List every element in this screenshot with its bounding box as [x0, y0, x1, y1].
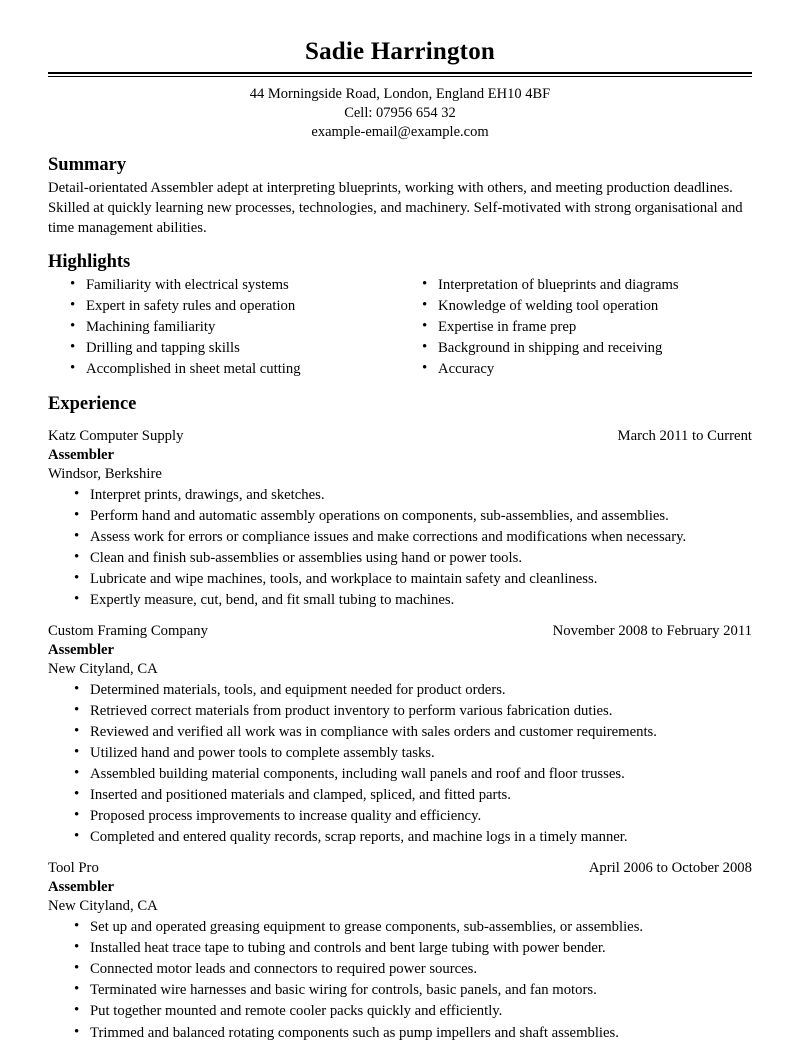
list-item: • Lubricate and wipe machines, tools, and workplace to maintain safety and cleanliness. — [74, 570, 752, 590]
contact-block — [48, 85, 752, 142]
employment-dates: March 2011 to Current — [618, 427, 752, 446]
list-item: • Connected motor leads and connectors to required power sources. — [74, 960, 752, 980]
list-item: • Knowledge of welding tool operation — [422, 297, 752, 317]
list-item: • Retrieved correct materials from product inventory to perform various fabrication duties. — [74, 702, 752, 722]
section-highlights — [48, 251, 752, 381]
list-item: • Drilling and tapping skills — [70, 339, 400, 359]
highlights-column-left — [48, 276, 400, 381]
job-role: Assembler — [48, 641, 752, 660]
list-item: • Set up and operated greasing equipment to grease components, sub-assemblies, or assemblies. — [74, 918, 752, 938]
job-location: Windsor, Berkshire — [48, 465, 752, 484]
section-title-experience: Experience — [48, 393, 752, 415]
list-item: • Inserted and positioned materials and clamped, spliced, and fitted parts. — [74, 786, 752, 806]
experience-entry-1 — [48, 427, 752, 611]
duties-list — [48, 681, 752, 848]
highlights-list-right — [400, 276, 752, 380]
experience-entry-2 — [48, 622, 752, 848]
list-item: • Put together mounted and remote cooler packs quickly and efficiently. — [74, 1002, 752, 1022]
employment-dates: November 2008 to February 2011 — [553, 622, 752, 641]
list-item: • Reviewed and verified all work was in compliance with sales orders and customer requirements. — [74, 723, 752, 743]
highlights-list-left — [48, 276, 400, 380]
header-divider — [48, 72, 752, 77]
job-location: New Cityland, CA — [48, 660, 752, 679]
contact-phone: Cell: 07956 654 32 — [48, 104, 752, 123]
company-name: Tool Pro — [48, 859, 99, 878]
list-item: • Expert in safety rules and operation — [70, 297, 400, 317]
list-item: • Assembled building material components, including wall panels and roof and floor trusses. — [74, 765, 752, 785]
list-item: • Accomplished in sheet metal cutting — [70, 360, 400, 380]
company-name: Custom Framing Company — [48, 622, 208, 641]
list-item: • Utilized hand and power tools to complete assembly tasks. — [74, 744, 752, 764]
list-item: • Trimmed and balanced rotating components such as pump impellers and shaft assemblies. — [74, 1024, 752, 1043]
list-item: • Proposed process improvements to increase quality and efficiency. — [74, 807, 752, 827]
company-name: Katz Computer Supply — [48, 427, 183, 446]
section-summary — [48, 154, 752, 239]
job-location: New Cityland, CA — [48, 897, 752, 916]
job-role: Assembler — [48, 446, 752, 465]
job-role: Assembler — [48, 878, 752, 897]
experience-header — [48, 427, 752, 446]
list-item: • Assess work for errors or compliance issues and make corrections and modifications when necessary. — [74, 528, 752, 548]
list-item: • Machining familiarity — [70, 318, 400, 338]
experience-header — [48, 859, 752, 878]
section-title-summary: Summary — [48, 154, 752, 176]
experience-entry-3 — [48, 859, 752, 1043]
list-item: • Determined materials, tools, and equipment needed for product orders. — [74, 681, 752, 701]
highlights-column-right — [400, 276, 752, 381]
page-title: Sadie Harrington — [48, 38, 752, 66]
contact-email: example-email@example.com — [48, 123, 752, 142]
experience-header — [48, 622, 752, 641]
contact-address: 44 Morningside Road, London, England EH10 4BF — [48, 85, 752, 104]
duties-list — [48, 918, 752, 1043]
list-item: • Completed and entered quality records, scrap reports, and machine logs in a timely manner. — [74, 828, 752, 848]
list-item: • Expertly measure, cut, bend, and fit small tubing to machines. — [74, 591, 752, 611]
list-item: • Accuracy — [422, 360, 752, 380]
list-item: • Perform hand and automatic assembly operations on components, sub-assemblies, and assemblies. — [74, 507, 752, 527]
list-item: • Interpretation of blueprints and diagrams — [422, 276, 752, 296]
list-item: • Installed heat trace tape to tubing and controls and bent large tubing with power bender. — [74, 939, 752, 959]
duties-list — [48, 486, 752, 611]
list-item: • Familiarity with electrical systems — [70, 276, 400, 296]
section-title-highlights: Highlights — [48, 251, 752, 273]
employment-dates: April 2006 to October 2008 — [589, 859, 752, 878]
list-item: • Background in shipping and receiving — [422, 339, 752, 359]
section-experience — [48, 393, 752, 1043]
summary-text: Detail-orientated Assembler adept at interpreting blueprints, working with others, and meeting production deadlines. Skilled at quickly learning new processes, technologies, and machinery. Self-motivated with strong organisational and time management abilities. — [48, 179, 752, 239]
list-item: • Terminated wire harnesses and basic wiring for controls, basic panels, and fan motors. — [74, 981, 752, 1001]
list-item: • Clean and finish sub-assemblies or assemblies using hand or power tools. — [74, 549, 752, 569]
list-item: • Expertise in frame prep — [422, 318, 752, 338]
highlights-columns — [48, 276, 752, 381]
list-item: • Interpret prints, drawings, and sketches. — [74, 486, 752, 506]
